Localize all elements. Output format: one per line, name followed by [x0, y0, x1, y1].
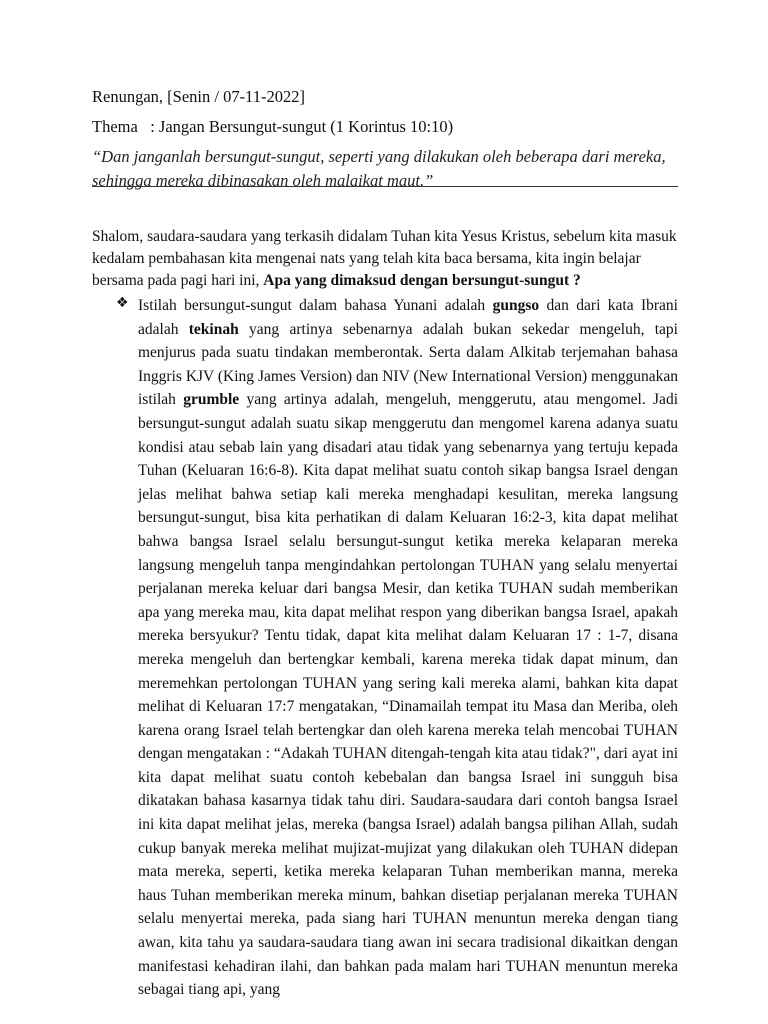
- bullet-item: [116, 294, 678, 1002]
- bullet-text-3: yang artinya sebenarnya adalah bukan sekedar mengeluh, tapi menjurus pada suatu tindakan memberontak. Serta dalam Alkitab terjemahan bahasa Inggris KJV (King James Version) dan NIV (New International Version) menggunakan istilah: [138, 320, 678, 409]
- scripture-quote: “Dan janganlah bersungut-sungut, seperti yang dilakukan oleh beberapa dari mereka, sehingga mereka dibinasakan oleh malaikat maut.”: [92, 147, 666, 190]
- bullet-text-4: yang artinya adalah, mengeluh, menggerutu, atau mengomel. Jadi bersungut-sungut adalah suatu sikap menggerutu dan mengomel karena adanya suatu kondisi atau sebab lain yang disadari atau tidak yang sebenarnya yang tertuju kepada Tuhan (Keluaran 16:6-8). Kita dapat melihat suatu contoh sikap bangsa Israel dengan jelas melihat bahwa setiap kali mereka menghadapi kesulitan, mereka langsung bersungut-sungut, bisa kita perhatikan di dalam Keluaran 16:2-3, kita dapat melihat bahwa bangsa Israel selalu bersungut-sungut ketika mereka kelaparan mereka langsung mengeluh tanpa mengindahkan pertolongan TUHAN yang selalu menyertai perjalanan mereka keluar dari bangsa Mesir, dan ketika TUHAN sudah memberikan apa yang mereka mau, kita dapat melihat respon yang diberikan bangsa Israel, apakah mereka bersyukur? Tentu tidak, dapat kita melihat dalam Keluaran 17 : 1-7, disana mereka mengeluh dan bertengkar kembali, karena mereka tidak dapat minum, dan meremehkan pertolongan TUHAN yang sering kali mereka alami, bahkan kita dapat melihat di Keluaran 17:7 mengatakan, “Dinamailah tempat itu Masa dan Meriba, oleh karena orang Israel telah bertengkar dan oleh karena mereka telah mencobai TUHAN dengan mengatakan : “Adakah TUHAN ditengah-tengah kita atau tidak?", dari ayat ini kita dapat melihat suatu contoh kebebalan dan bangsa Israel ini sungguh bisa dikatakan bahasa kasarnya tidak tahu diri. Saudara-saudara dari contoh bangsa Israel ini kita dapat melihat jelas, mereka (bangsa Israel) adalah bangsa pilihan Allah, sudah cukup banyak mereka melihat mujizat-mujizat yang dilakukan oleh TUHAN didepan mata mereka, seperti, ketika mereka kelaparan Tuhan memberikan manna, mereka haus Tuhan memberikan mereka minum, bahkan disetiap perjalanan mereka TUHAN selalu menyertai mereka, pada siang hari TUHAN menuntun mereka dengan tiang awan, kita tahu ya saudara-saudara tiang awan ini secara tradisional dikaitkan dengan manifestasi kehadiran ilahi, dan bahkan pada malam hari TUHAN menuntun mereka sebagai tiang api, yang: [138, 391, 678, 999]
- thema-value: Jangan Bersungut-sungut (1 Korintus 10:10): [158, 117, 454, 136]
- bullet-text-2: dan dari kata Ibrani adalah: [138, 297, 678, 338]
- divider: [92, 186, 678, 187]
- bullet-paragraph: [138, 294, 678, 1002]
- term-tekinah: tekinah: [188, 320, 239, 338]
- renungan-date: Renungan, [Senin / 07-11-2022]: [92, 87, 305, 106]
- term-gungso: gungso: [492, 297, 540, 314]
- thema-separator: :: [137, 117, 159, 136]
- term-grumble: grumble: [183, 391, 240, 409]
- intro-text: Shalom, saudara-saudara yang terkasih didalam Tuhan kita Yesus Kristus, sebelum kita masuk kedalam pembahasan kita mengenai nats yang telah kita baca bersama, kita ingin belajar bersama pada pagi hari ini,: [92, 228, 677, 289]
- intro-paragraph: [92, 226, 678, 292]
- thema-label: Thema: [92, 117, 138, 136]
- thema-line: [92, 117, 453, 137]
- intro-question: Apa yang dimaksud dengan bersungut-sungut ?: [263, 272, 581, 289]
- diamond-bullet-icon: ❖: [116, 295, 129, 311]
- bullet-text-1: Istilah bersungut-sungut dalam bahasa Yunani adalah: [138, 297, 493, 314]
